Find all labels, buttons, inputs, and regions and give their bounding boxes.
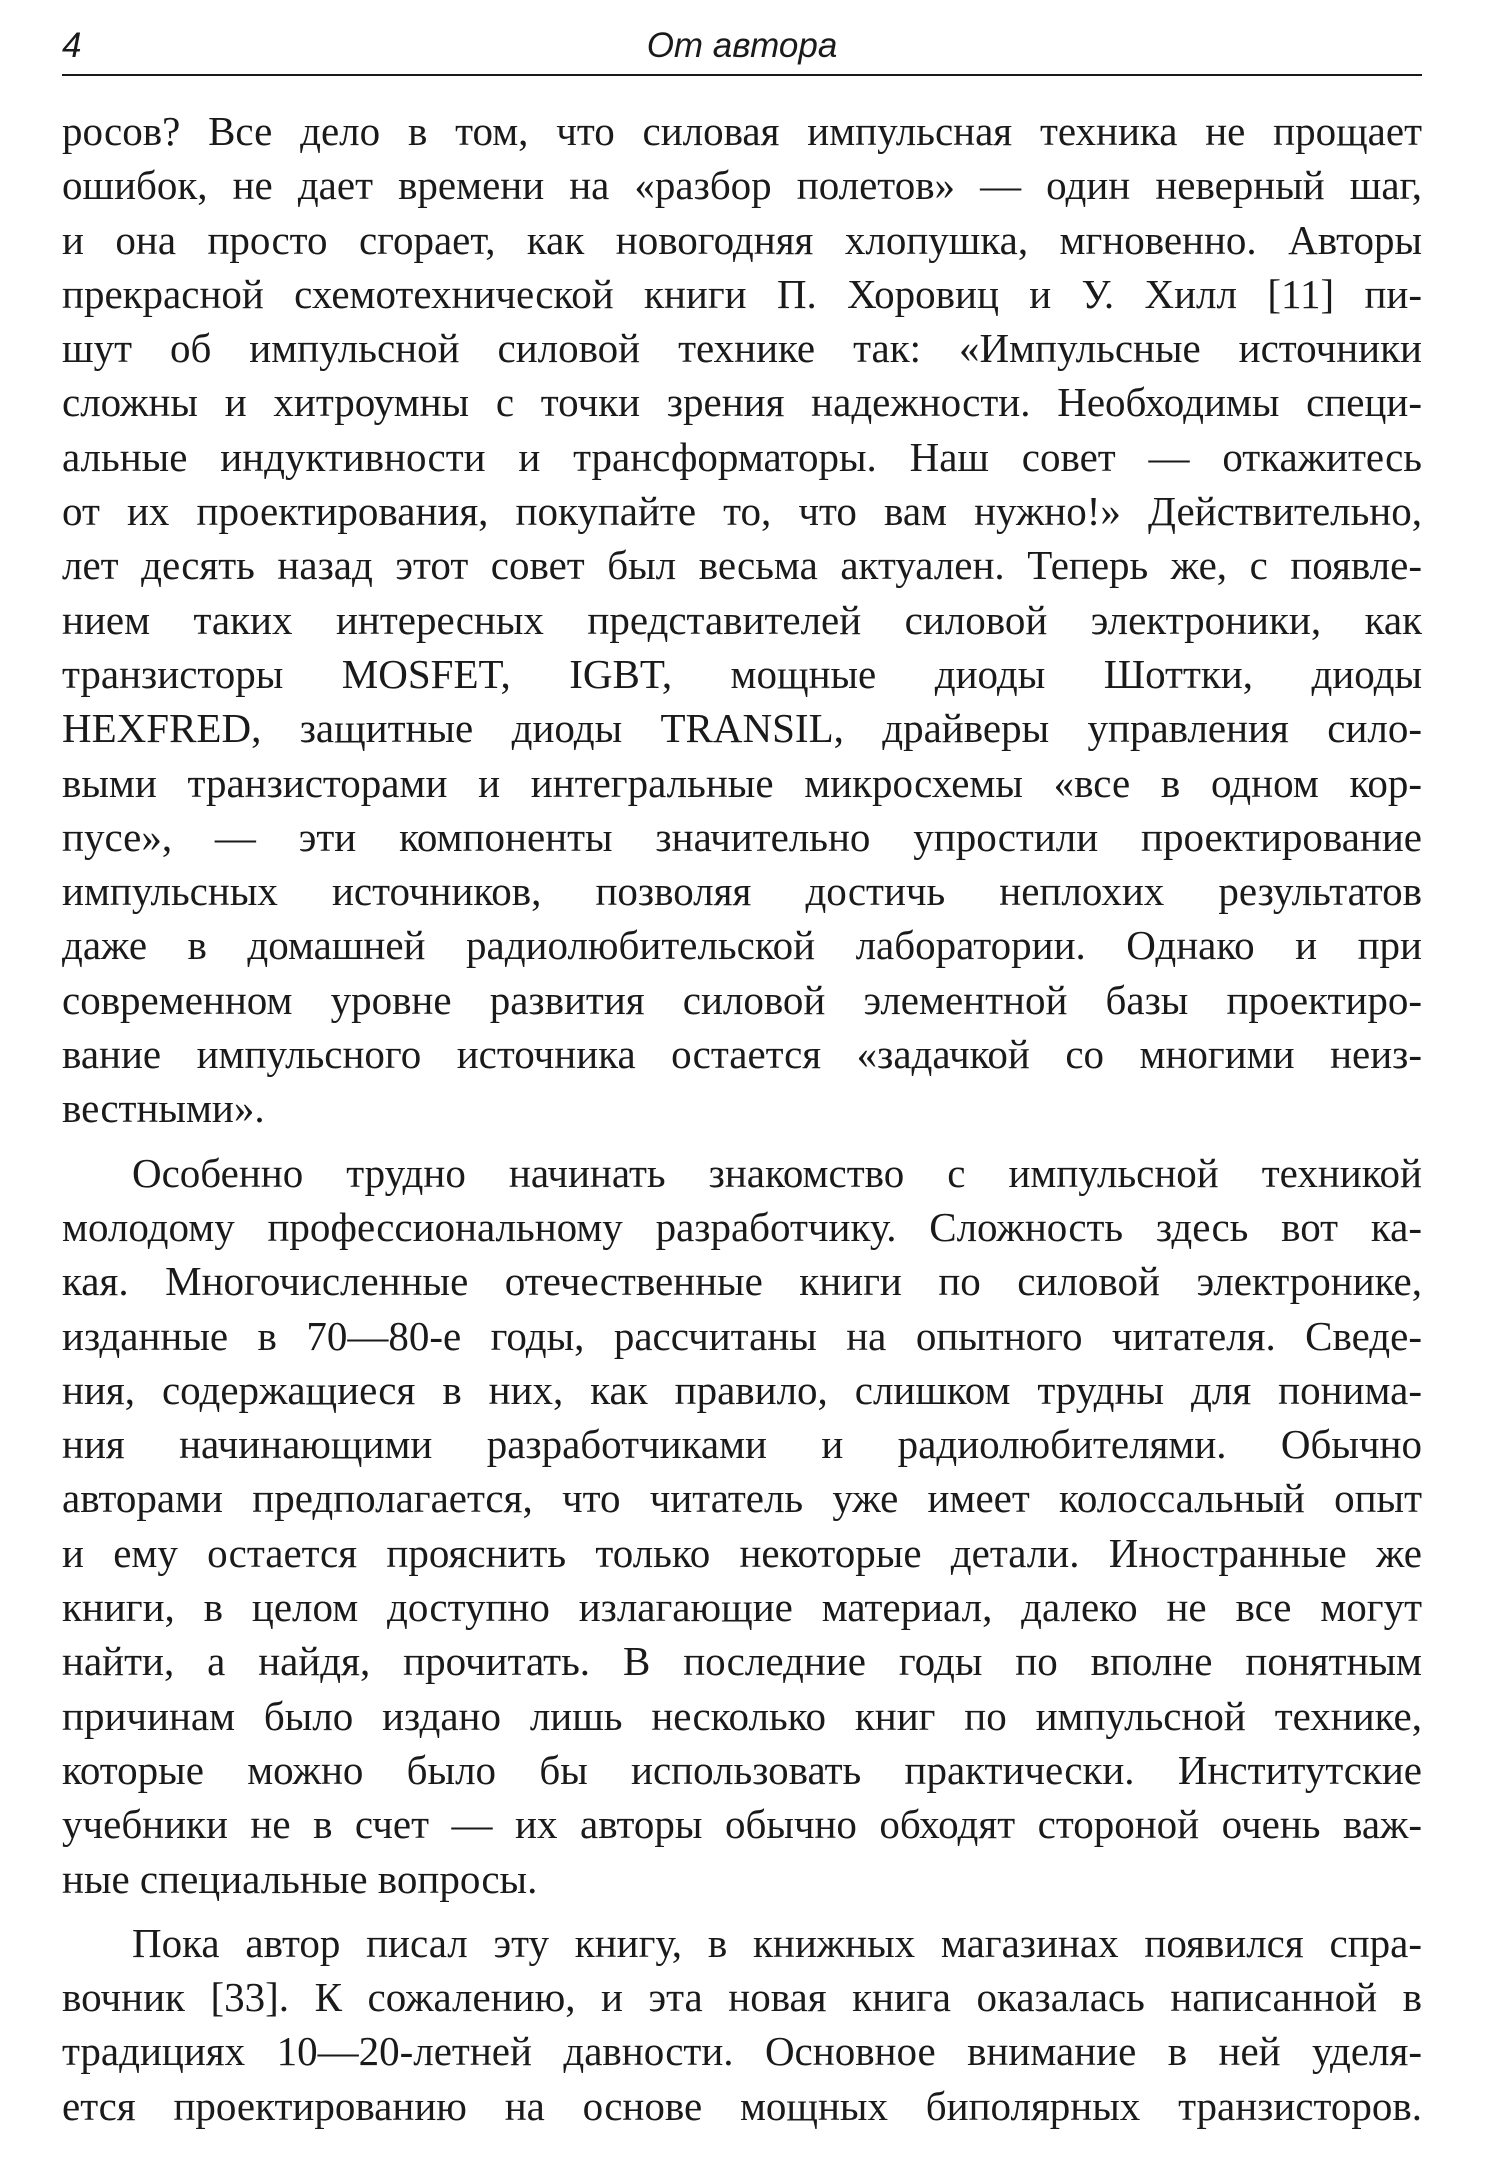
text-line: и ему остается прояснить только некоторые детали. Иностранные же <box>62 1529 1422 1576</box>
text-line: авторами предполагается, что читатель уже имеет колоссальный опыт <box>62 1475 1422 1522</box>
text-line: учебники не в счет — их авторы обычно обходят стороной очень важ- <box>62 1801 1422 1848</box>
text-line: ошибок, не дает времени на «разбор полетов» — один неверный шаг, <box>62 162 1422 209</box>
text-line: и она просто сгорает, как новогодняя хлопушка, мгновенно. Авторы <box>62 216 1422 263</box>
text-line: которые можно было бы использовать практически. Институтские <box>62 1746 1422 1793</box>
text-line: даже в домашней радиолюбительской лаборатории. Однако и при <box>62 922 1422 969</box>
text-line: найти, а найдя, прочитать. В последние годы по вполне понятным <box>62 1638 1422 1685</box>
paragraph-1 <box>62 104 1422 1136</box>
text-line: кая. Многочисленные отечественные книги по силовой электронике, <box>62 1258 1422 1305</box>
text-line: выми транзисторами и интегральные микросхемы «все в одном кор- <box>62 759 1422 806</box>
paragraph-2 <box>62 1146 1422 1906</box>
text-line: росов? Все дело в том, что силовая импульсная техника не прощает <box>62 108 1422 154</box>
text-line: причинам было издано лишь несколько книг по импульсной технике, <box>62 1692 1422 1739</box>
text-line: шут об импульсной силовой технике так: «Импульсные источники <box>62 325 1422 372</box>
text-line: альные индуктивности и трансформаторы. Наш совет — откажитесь <box>62 433 1422 480</box>
text-line: пусе», — эти компоненты значительно упростили проектирование <box>62 813 1422 860</box>
text-line: импульсных источников, позволяя достичь неплохих результатов <box>62 868 1422 915</box>
text-line: ется проектированию на основе мощных биполярных транзисторов. <box>62 2082 1422 2129</box>
text-line: нием таких интересных представителей силовой электроники, как <box>62 596 1422 643</box>
text-line: HEXFRED, защитные диоды TRANSIL, драйверы управления сило- <box>62 705 1422 752</box>
text-line: вочник [33]. К сожалению, и эта новая книга оказалась написанной в <box>62 1974 1422 2021</box>
text-line: Пока автор писал эту книгу, в книжных магазинах появился спра- <box>132 1919 1422 1966</box>
paragraph-3 <box>62 1916 1422 2133</box>
book-page <box>62 0 1422 2182</box>
text-line: традициях 10—20-летней давности. Основное внимание в ней уделя- <box>62 2028 1422 2075</box>
text-line: вание импульсного источника остается «задачкой со многими неиз- <box>62 1031 1422 1078</box>
text-line: ные специальные вопросы. <box>62 1855 538 1902</box>
text-line: сложны и хитроумны с точки зрения надежности. Необходимы специ- <box>62 379 1422 426</box>
page-number: 4 <box>62 26 82 65</box>
text-line: изданные в 70—80-е годы, рассчитаны на опытного читателя. Сведе- <box>62 1312 1422 1359</box>
text-line: молодому профессиональному разработчику. Сложность здесь вот ка- <box>62 1203 1422 1250</box>
text-line: ния, содержащиеся в них, как правило, слишком трудны для понима- <box>62 1366 1422 1413</box>
text-line: транзисторы MOSFET, IGBT, мощные диоды Шоттки, диоды <box>62 650 1422 697</box>
text-line: Особенно трудно начинать знакомство с импульсной техникой <box>132 1149 1422 1196</box>
text-line: книги, в целом доступно излагающие материал, далеко не все могут <box>62 1584 1422 1631</box>
text-line: ния начинающими разработчиками и радиолюбителями. Обычно <box>62 1421 1422 1468</box>
text-line: лет десять назад этот совет был весьма актуален. Теперь же, с появле- <box>62 542 1422 589</box>
page-header <box>62 18 1422 76</box>
text-line: вестными». <box>62 1085 265 1132</box>
text-line: современном уровне развития силовой элементной базы проектиро- <box>62 976 1422 1023</box>
running-title: От автора <box>646 26 838 65</box>
body-text <box>62 104 1422 2133</box>
text-line: прекрасной схемотехнической книги П. Хоровиц и У. Хилл [11] пи- <box>62 270 1422 317</box>
text-line: от их проектирования, покупайте то, что вам нужно!» Действительно, <box>62 488 1422 535</box>
